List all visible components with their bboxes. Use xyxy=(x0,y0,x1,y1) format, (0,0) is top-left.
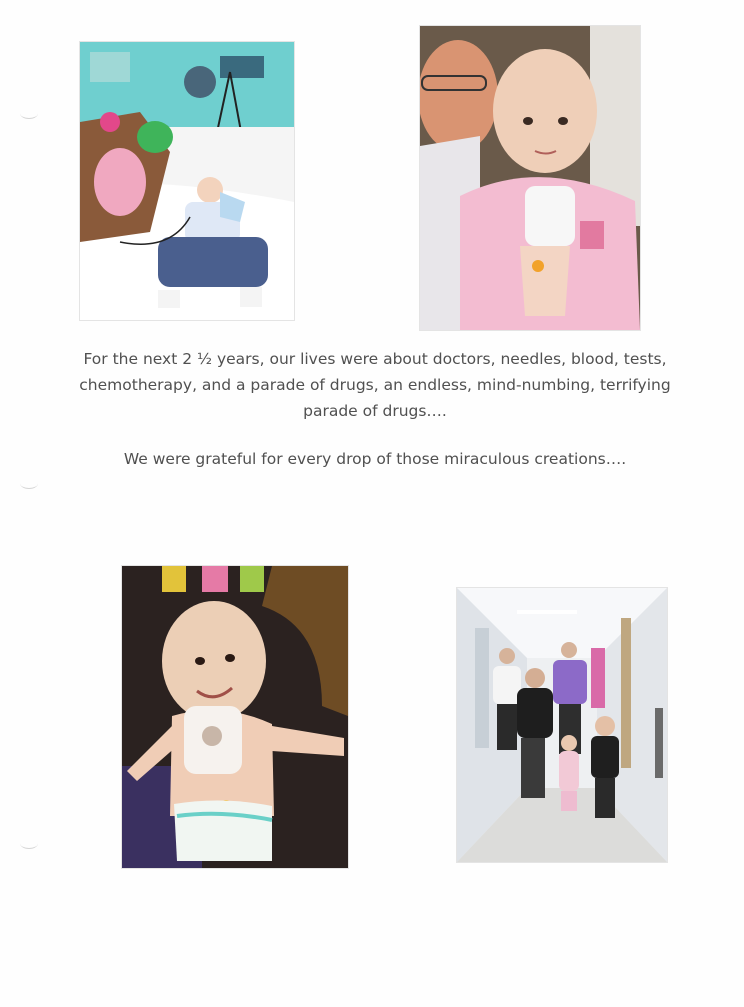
toddler-with-parent-photo xyxy=(420,26,640,330)
punch-hole-mark xyxy=(20,108,38,119)
paragraph-grateful: We were grateful for every drop of those miraculous creations…. xyxy=(123,450,627,468)
narrative-text xyxy=(60,346,690,472)
family-walking-hospital-hallway-photo xyxy=(457,588,667,862)
punch-hole-mark xyxy=(20,838,38,849)
baby-in-hospital-bed-photo xyxy=(80,42,294,320)
punch-hole-mark xyxy=(20,478,38,489)
smiling-toddler-with-port-photo xyxy=(122,566,348,868)
paragraph-doctors-needles: For the next 2 ½ years, our lives were about doctors, needles, blood, tests, chemotherapy, and a parade of drugs, an endless, mind-numbing, terrifying parade of drugs…. xyxy=(79,350,671,420)
